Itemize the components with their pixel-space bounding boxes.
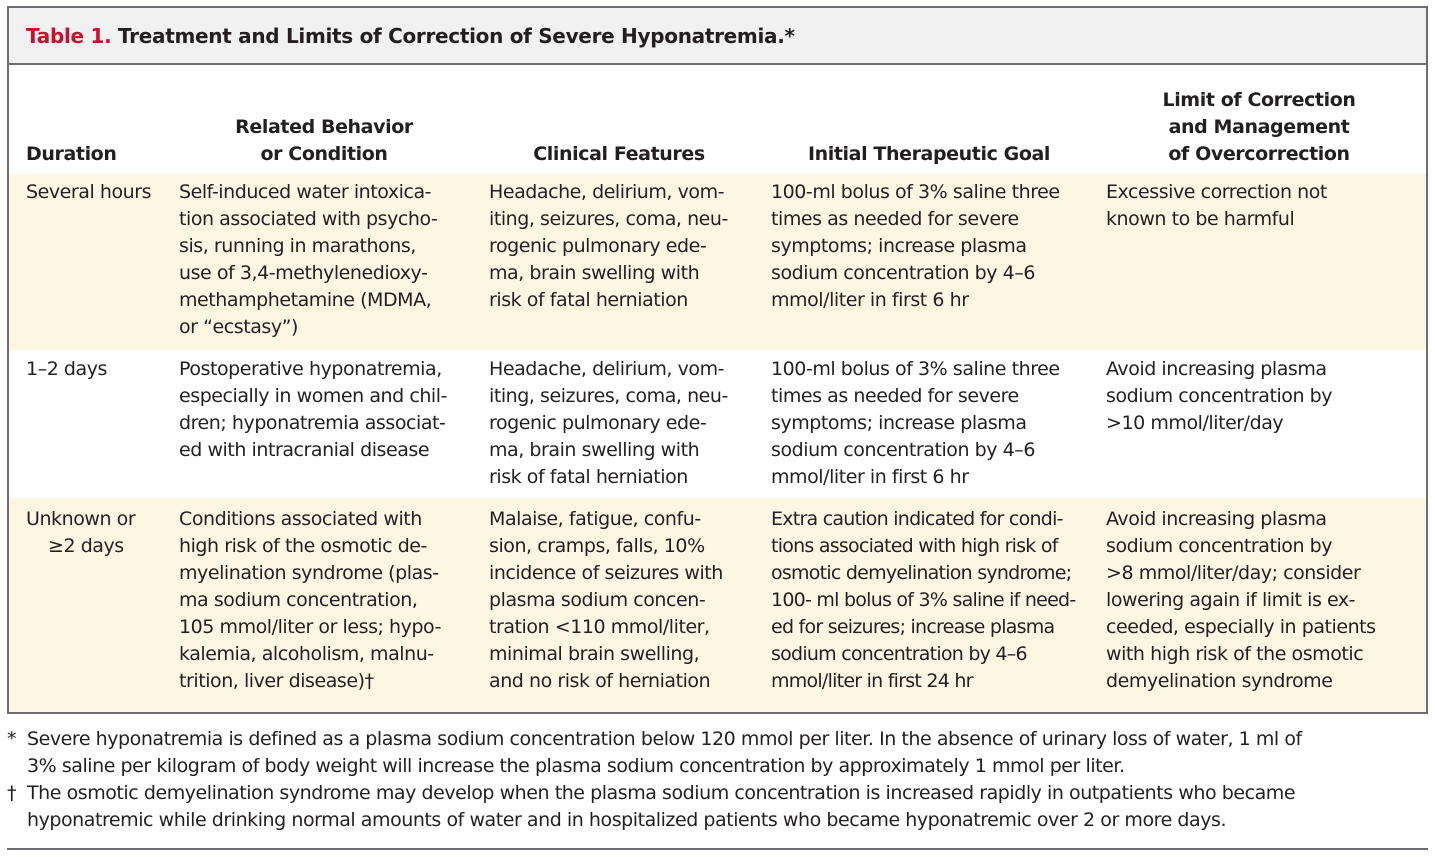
cell-line: 100-ml bolus of 3% saline three (771, 181, 1060, 203)
cell-duration (26, 506, 135, 560)
cell-duration (26, 179, 151, 206)
cell-line: 1–2 days (26, 358, 107, 380)
cell-line: osmotic demyelination syndrome; (771, 562, 1072, 584)
cell-behavior (179, 179, 437, 341)
header-line: and Management (1168, 116, 1350, 138)
cell-line: sodium concentration by 4–6 (771, 439, 1035, 461)
cell-line: ed with intracranial disease (179, 439, 430, 461)
cell-line: ≥2 days (48, 535, 124, 557)
cell-line: Several hours (26, 181, 152, 203)
cell-features (489, 506, 723, 695)
footnote-osmotic-syndrome (7, 780, 1428, 834)
cell-line: with high risk of the osmotic (1106, 643, 1364, 665)
cell-line: tions associated with high risk of (771, 535, 1058, 557)
cell-line: >10 mmol/liter/day (1106, 412, 1284, 434)
cell-line: sion, cramps, falls, 10% (489, 535, 705, 557)
cell-line: high risk of the osmotic de- (179, 535, 427, 557)
cell-goal (771, 506, 1075, 695)
header-line: Duration (26, 143, 117, 165)
header-line: Limit of Correction (1162, 89, 1356, 111)
cell-line: minimal brain swelling, (489, 643, 700, 665)
cell-line: mmol/liter in first 6 hr (771, 466, 969, 488)
cell-line: especially in women and chil- (179, 385, 447, 407)
footnote-severe-definition (7, 726, 1428, 780)
footnotes (7, 726, 1428, 834)
cell-limit (1106, 356, 1332, 437)
cell-line: ma, brain swelling with (489, 439, 700, 461)
cell-limit (1106, 179, 1327, 233)
cell-line: Excessive correction not (1106, 181, 1327, 203)
cell-line: sodium concentration by 4–6 (771, 262, 1035, 284)
cell-line: known to be harmful (1106, 208, 1295, 230)
bottom-rule (7, 848, 1428, 850)
cell-line: sodium concentration by 4–6 (771, 643, 1027, 665)
table-caption: Treatment and Limits of Correction of Severe Hyponatremia.* (111, 24, 795, 48)
header-duration (26, 86, 166, 168)
cell-line: Unknown or (26, 508, 136, 530)
cell-line: Conditions associated with (179, 508, 422, 530)
cell-line: >8 mmol/liter/day; consider (1106, 562, 1361, 584)
header-limit (1109, 86, 1409, 168)
table-box (7, 6, 1428, 714)
cell-line: trition, liver disease)† (179, 670, 374, 692)
cell-line: kalemia, alcoholism, malnu- (179, 643, 434, 665)
cell-line: Avoid increasing plasma (1106, 508, 1327, 530)
table-title (26, 24, 795, 48)
cell-line: sodium concentration by (1106, 385, 1333, 407)
cell-line: times as needed for severe (771, 208, 1019, 230)
header-line: or Condition (260, 143, 388, 165)
footnote-line: Severe hyponatremia is defined as a plasma sodium concentration below 120 mmol per liter. In the absence of urinary loss of water, 1 ml of (27, 728, 1302, 750)
header-features (489, 86, 749, 168)
cell-line: use of 3,4-methylenedioxy- (179, 262, 428, 284)
cell-line: Headache, delirium, vom- (489, 181, 725, 203)
cell-line: or “ecstasy”) (179, 316, 298, 338)
cell-line: ceeded, especially in patients (1106, 616, 1376, 638)
cell-line: tration <110 mmol/liter, (489, 616, 710, 638)
cell-line: mmol/liter in first 24 hr (771, 670, 973, 692)
cell-limit (1106, 506, 1376, 695)
cell-line: Malaise, fatigue, confu- (489, 508, 701, 530)
cell-line: Postoperative hyponatremia, (179, 358, 442, 380)
cell-line: Headache, delirium, vom- (489, 358, 725, 380)
cell-line: sodium concentration by (1106, 535, 1333, 557)
cell-line: incidence of seizures with (489, 562, 723, 584)
cell-goal (771, 356, 1060, 491)
cell-line: Avoid increasing plasma (1106, 358, 1327, 380)
cell-line: dren; hyponatremia associat- (179, 412, 446, 434)
cell-line: symptoms; increase plasma (771, 412, 1027, 434)
footnote-mark: † (7, 782, 17, 804)
cell-line: 100- ml bolus of 3% saline if need- (771, 589, 1076, 611)
cell-features (489, 356, 728, 491)
cell-duration (26, 356, 107, 383)
header-line: of Overcorrection (1168, 143, 1350, 165)
table-title-bar (9, 8, 1426, 65)
footnote-line: 3% saline per kilogram of body weight will increase the plasma sodium concentration by approximately 1 mmol per liter. (27, 755, 1125, 777)
cell-line: ed for seizures; increase plasma (771, 616, 1055, 638)
footnote-line: The osmotic demyelination syndrome may develop when the plasma sodium concentration is increased rapidly in outpatients who became (27, 782, 1296, 804)
cell-line: tion associated with psycho- (179, 208, 438, 230)
cell-line: ma, brain swelling with (489, 262, 700, 284)
cell-line: plasma sodium concen- (489, 589, 706, 611)
cell-line: methamphetamine (MDMA, (179, 289, 432, 311)
cell-line: iting, seizures, coma, neu- (489, 208, 728, 230)
cell-line: times as needed for severe (771, 385, 1019, 407)
cell-line: myelination syndrome (plas- (179, 562, 439, 584)
cell-line: Self-induced water intoxica- (179, 181, 432, 203)
cell-line: iting, seizures, coma, neu- (489, 385, 728, 407)
cell-line: sis, running in marathons, (179, 235, 416, 257)
cell-line: ma sodium concentration, (179, 589, 418, 611)
cell-line: rogenic pulmonary ede- (489, 235, 707, 257)
header-line: Clinical Features (533, 143, 705, 165)
cell-features (489, 179, 728, 314)
cell-goal (771, 179, 1060, 314)
cell-line: 105 mmol/liter or less; hypo- (179, 616, 441, 638)
cell-line: risk of fatal herniation (489, 466, 688, 488)
cell-line: Extra caution indicated for condi- (771, 508, 1063, 530)
footnote-mark: * (7, 728, 17, 750)
cell-behavior (179, 356, 447, 464)
cell-line: 100-ml bolus of 3% saline three (771, 358, 1060, 380)
cell-line: lowering again if limit is ex- (1106, 589, 1356, 611)
cell-line: symptoms; increase plasma (771, 235, 1027, 257)
table-number: Table 1. (26, 24, 112, 48)
cell-line: demyelination syndrome (1106, 670, 1333, 692)
header-behavior (179, 86, 469, 168)
footnote-line: hyponatremic while drinking normal amounts of water and in hospitalized patients who became hyponatremic over 2 or more days. (27, 809, 1227, 831)
cell-behavior (179, 506, 441, 695)
header-line: Initial Therapeutic Goal (807, 143, 1051, 165)
header-goal (769, 86, 1089, 168)
cell-line: mmol/liter in first 6 hr (771, 289, 969, 311)
header-line: Related Behavior (235, 116, 413, 138)
cell-line: rogenic pulmonary ede- (489, 412, 707, 434)
cell-line: risk of fatal herniation (489, 289, 688, 311)
cell-line: and no risk of herniation (489, 670, 711, 692)
